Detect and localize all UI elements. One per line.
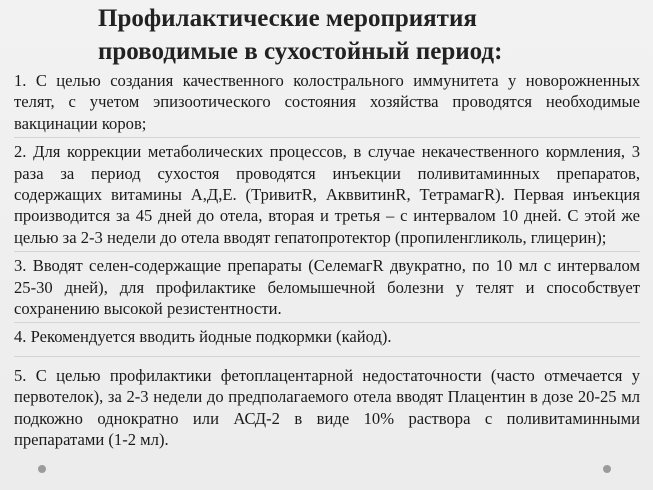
title-line-1: Профилактические мероприятия (98, 5, 477, 32)
list-item: 5. С целью профилактики фетоплацентарной недостаточности (часто отмечается у первотелок), за 2-3 недели до предполагаемого отела вводят Плацентин в дозе 20-25 мл подкожно однократно или АСД-2 в виде 10% раствора с поливитаминными препаратами (1-2 мл). (14, 365, 640, 450)
list-item: 2. Для коррекции метаболических процессов, в случае некачественного кормления, 3 раза за период сухостоя проводятся инъекции поливитаминных препаратов, содержащих витамины А,Д,Е. (ТривитR, АкввитинR, ТетрамагR). Первая инъекция производится за 45 дней до отела, вторая и третья – с интервалом 10 дней. С этой же целью за 2-3 недели до отела вводят гепатопротектор (пропиленгликоль, глицерин); (14, 141, 640, 252)
title-line-2: проводимые в сухостойный период: (98, 38, 503, 65)
measures-list (14, 70, 640, 457)
list-item: 3. Вводят селен-содержащие препараты (СелемагR двукратно, по 10 мл с интервалом 25-30 дней), для профилактике беломышечной болезни у телят и способствует сохранению высокой резистентности. (14, 255, 640, 323)
decorative-dot-left (38, 465, 46, 473)
slide-title (0, 2, 653, 68)
decorative-dot-right (603, 465, 611, 473)
list-item: 1. С целью создания качественного колострального иммунитета у новорожненных телят, с учетом эпизоотического состояния хозяйства проводятся необходимые вакцинации коров; (14, 70, 640, 138)
list-item: 4. Рекомендуется вводить йодные подкормки (кайод). (14, 326, 640, 356)
